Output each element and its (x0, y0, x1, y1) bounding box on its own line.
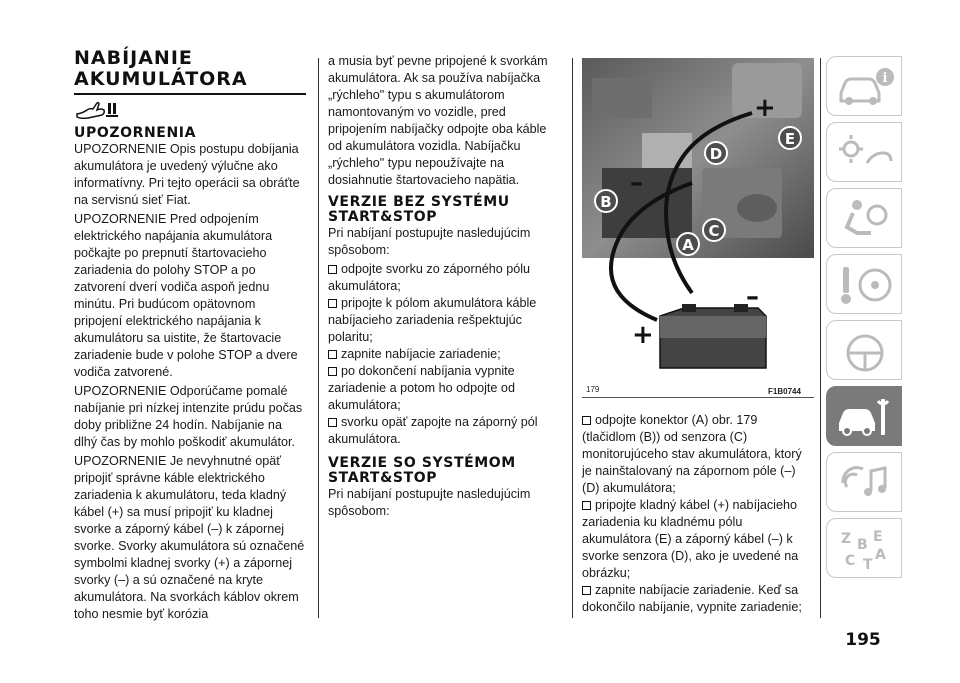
airbag-seat-icon (835, 195, 895, 243)
label-b (595, 190, 617, 212)
list-item: odpojte svorku zo záporného pólu akumulátora; (328, 262, 531, 293)
tab-index[interactable] (826, 518, 902, 578)
dashboard-icon (835, 327, 895, 375)
label-c (703, 219, 725, 241)
index-icon (835, 525, 895, 573)
intro-with-start-stop: Pri nabíjaní postupujte nasledujúcim spôsobom: (328, 487, 531, 518)
list-item: po dokončení nabíjania vypnite zariadenie a potom ho odpojte od akumulátora; (328, 364, 515, 412)
column-divider-3 (820, 58, 821, 618)
tab-dashboard[interactable] (826, 320, 902, 380)
checkbox-bullet-icon (328, 265, 337, 274)
column-divider-1 (318, 58, 319, 618)
warning-hand-icon (76, 101, 120, 119)
list-item: pripojte kladný kábel (+) nabíjacieho zariadenia ku kladnému pólu akumulátora (E) a záporný kábel (–) k svorke senzora (D), ako je uvedené na obrázku; (582, 498, 799, 580)
tab-car-info[interactable] (826, 56, 902, 116)
tab-steering-key[interactable] (826, 254, 902, 314)
intro-without-start-stop: Pri nabíjaní postupujte nasledujúcim spôsobom: (328, 226, 531, 257)
svg-text:C: C (845, 553, 856, 569)
title-rule (74, 93, 306, 95)
minus-sign-battery: – (746, 282, 759, 312)
figure-number: 179 (586, 385, 600, 394)
checkbox-bullet-icon (328, 418, 337, 427)
warnings-column (74, 126, 306, 625)
svg-text:T: T (863, 557, 873, 573)
checkbox-bullet-icon (582, 501, 591, 510)
label-e (779, 127, 801, 149)
heading-with-start-stop: VERZIE SO SYSTÉMOM START&STOP (328, 455, 516, 486)
svg-text:C: C (708, 222, 720, 240)
list-item: pripojte k pólom akumulátora káble nabíjacieho zariadenia rešpektujúc polaritu; (328, 296, 537, 344)
right-column (582, 412, 814, 616)
tab-warning-lights[interactable] (826, 122, 902, 182)
tab-car-repair[interactable] (826, 386, 902, 446)
plus-sign-battery: + (632, 320, 654, 350)
list-item: svorku opäť zapojte na záporný pól akumulátora. (328, 415, 538, 446)
label-a (677, 233, 699, 255)
checkbox-bullet-icon (328, 350, 337, 359)
plus-sign-top: + (754, 93, 776, 123)
svg-text:i: i (882, 71, 888, 86)
page-title (74, 48, 306, 90)
list-item: zapnite nabíjacie zariadenie; (328, 346, 560, 363)
warning-lights-icon (835, 129, 895, 177)
warning-paragraph-2: UPOZORNENIE Pred odpojením elektrického napájania akumulátora počkajte po prepnutí štartovacieho zariadenia do polohy STOP a po zatvorení dverí vodiča aspoň jednu minútu. Pri budúcom opätovnom pripojení elektrického napájania k akumulátoru sa uistite, že štartovacie zariadenie bude v polohe STOP a dvere vodiča zatvorené. (74, 212, 298, 379)
tab-airbag-seat[interactable] (826, 188, 902, 248)
figure-rule (582, 397, 814, 398)
checkbox-bullet-icon (328, 367, 337, 376)
checkbox-bullet-icon (582, 586, 591, 595)
minus-sign-top: – (630, 168, 643, 198)
title-line-2: AKUMULÁTORA (74, 68, 248, 90)
page-number: 195 (845, 630, 881, 650)
svg-text:B: B (600, 193, 612, 211)
title-line-1: NABÍJANIE (74, 47, 193, 69)
heading-without-start-stop: VERZIE BEZ SYSTÉMU START&STOP (328, 194, 510, 225)
checkbox-bullet-icon (328, 299, 337, 308)
tab-multimedia[interactable] (826, 452, 902, 512)
list-item: zapnite nabíjacie zariadenie. Keď sa dokončilo nabíjanie, vypnite zariadenie; (582, 583, 802, 614)
svg-text:E: E (873, 529, 883, 545)
steering-key-icon (835, 261, 895, 309)
column-divider-2 (572, 58, 573, 618)
car-repair-icon (835, 393, 895, 441)
svg-text:A: A (682, 236, 694, 254)
svg-text:A: A (875, 547, 886, 563)
warnings-heading: UPOZORNENIA (74, 125, 197, 141)
list-item: odpojte konektor (A) obr. 179 (tlačidlom (B)) od senzora (C) monitorujúceho stav akumulátora, ktorý je nainštalovaný na zápornom póle (–) (D) akumulátora; (582, 413, 802, 495)
svg-text:E: E (784, 130, 796, 148)
car-info-icon (835, 63, 895, 111)
continuation-paragraph: a musia byť pevne pripojené k svorkám akumulátora. Ak sa používa nabíjačka „rýchleho" typu s akumulátorom namontovaným vo vozidle, pred pripojením nabíjačky odpojte oba káble od akumulátora vozidla. Nabíjačku „rýchleho" typu nepoužívajte na dosiahnutie štartovacieho napätia. (328, 54, 548, 187)
warning-paragraph-4: UPOZORNENIE Je nevyhnutné opäť pripojiť správne káble elektrického zariadenia k akumulátoru, teda kladný kábel (+) sa musí pripojiť ku kladnej svorke a záporný kábel (–) k zápornej svorke. Svorky akumulátora sú označené symbolmi kladnej svorky (+) a zápornej svorky (–) a sú označené na kryte akumulátora. Na svorkách káblov okrem toho nesmie byť korózia (74, 454, 305, 621)
battery-charging-figure (582, 58, 814, 382)
svg-text:Z: Z (841, 531, 852, 547)
svg-text:D: D (709, 145, 723, 163)
figure-code: F1B0744 (768, 387, 801, 396)
checkbox-bullet-icon (582, 416, 591, 425)
multimedia-icon (835, 459, 895, 507)
label-d (705, 142, 727, 164)
warning-paragraph-3: UPOZORNENIE Odporúčame pomalé nabíjanie pri nízkej intenzite prúdu počas doby približne 24 hodín. Nabíjanie na dlhý čas by mohlo poškodiť akumulátor. (74, 384, 303, 449)
warning-paragraph-1: UPOZORNENIE Opis postupu dobíjania akumulátora je uvedený výlučne ako informatívny. Pri tejto operácii sa obráťte na servisnú sieť Fiat. (74, 142, 300, 207)
middle-column (328, 53, 560, 522)
svg-text:B: B (857, 537, 868, 553)
